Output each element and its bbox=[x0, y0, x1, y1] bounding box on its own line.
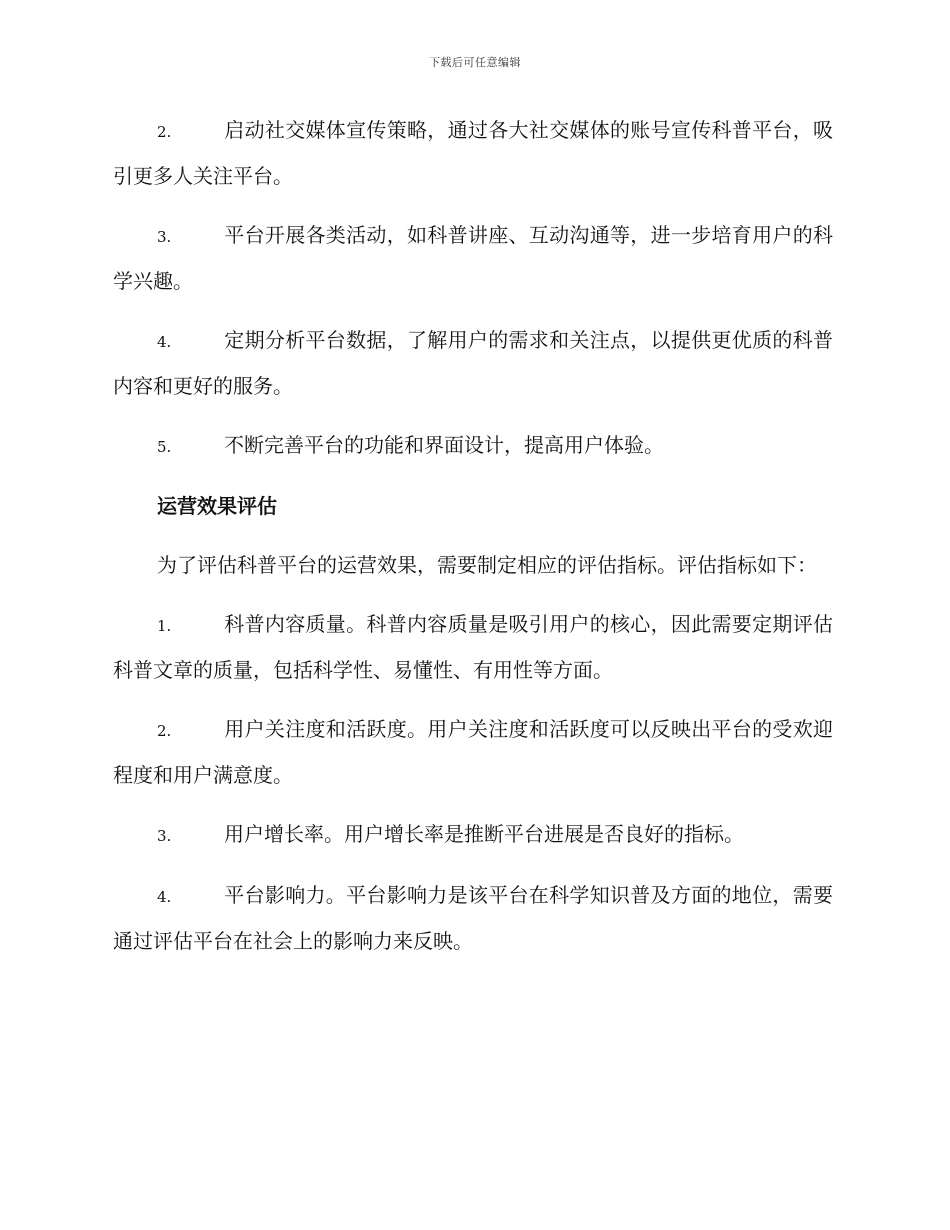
list-number: 2. bbox=[157, 123, 172, 141]
list-item bbox=[113, 318, 833, 408]
list-number: 3. bbox=[157, 228, 172, 246]
list-item bbox=[113, 213, 833, 303]
section-heading: 运营效果评估 bbox=[157, 494, 277, 518]
list-text: 用户增长率。用户增长率是推断平台进展是否良好的指标。 bbox=[224, 822, 744, 846]
list-text: 用户关注度和活跃度。用户关注度和活跃度可以反映出平台的受欢迎程度和用户满意度。 bbox=[113, 717, 833, 787]
list-item bbox=[113, 812, 833, 858]
list-number: 5. bbox=[157, 438, 172, 456]
list-number: 3. bbox=[157, 827, 172, 845]
list-text: 定期分析平台数据，了解用户的需求和关注点，以提供更优质的科普内容和更好的服务。 bbox=[113, 328, 833, 398]
list-text: 不断完善平台的功能和界面设计，提高用户体验。 bbox=[224, 433, 664, 457]
list-item bbox=[113, 707, 833, 797]
list-number: 4. bbox=[157, 888, 172, 906]
list-text: 科普内容质量。科普内容质量是吸引用户的核心，因此需要定期评估科普文章的质量，包括科学性、易懂性、有用性等方面。 bbox=[113, 612, 833, 682]
list-item bbox=[113, 602, 833, 692]
section-intro: 为了评估科普平台的运营效果，需要制定相应的评估指标。评估指标如下： bbox=[157, 553, 817, 577]
list-number: 2. bbox=[157, 722, 172, 740]
document-body bbox=[113, 108, 833, 978]
list-number: 4. bbox=[157, 333, 172, 351]
page-header: 下载后可任意编辑 bbox=[429, 56, 521, 69]
list-text: 平台开展各类活动，如科普讲座、互动沟通等，进一步培育用户的科学兴趣。 bbox=[113, 223, 833, 293]
list-item bbox=[113, 873, 833, 963]
list-text: 平台影响力。平台影响力是该平台在科学知识普及方面的地位，需要通过评估平台在社会上的影响力来反映。 bbox=[113, 883, 833, 953]
list-item bbox=[113, 108, 833, 198]
list-item bbox=[113, 423, 833, 469]
list-text: 启动社交媒体宣传策略，通过各大社交媒体的账号宣传科普平台，吸引更多人关注平台。 bbox=[113, 118, 833, 188]
list-number: 1. bbox=[157, 617, 172, 635]
